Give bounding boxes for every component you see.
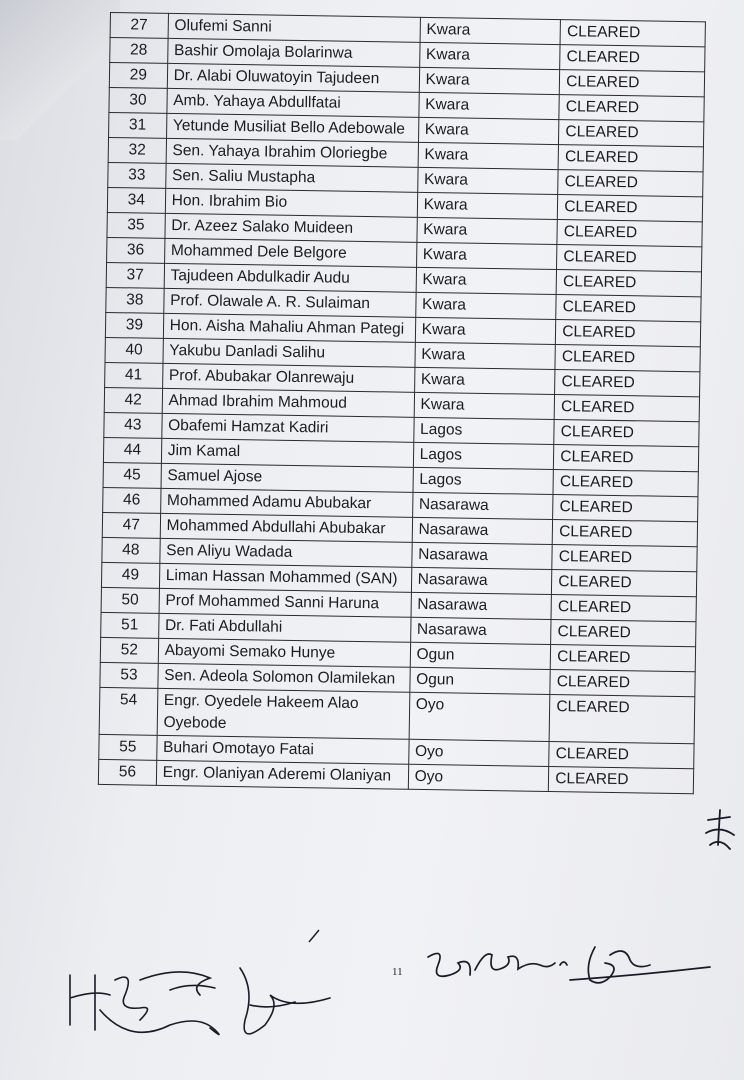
candidate-name: Sen Aliyu Wadada	[160, 538, 412, 567]
candidate-state: Nasarawa	[412, 517, 553, 544]
screening-status: CLEARED	[559, 120, 704, 147]
screening-status: CLEARED	[555, 345, 700, 372]
candidate-name: Dr. Azeez Salako Muideen	[165, 213, 417, 242]
candidate-name: Amb. Yahaya Abdullfatai	[167, 88, 419, 117]
screening-status: CLEARED	[556, 320, 701, 347]
row-number: 46	[103, 487, 161, 513]
candidate-name: Prof. Abubakar Olanrewaju	[162, 363, 414, 392]
candidate-state: Kwara	[418, 142, 559, 169]
candidate-state: Nasarawa	[412, 492, 553, 519]
candidate-state: Kwara	[414, 367, 555, 394]
pen-mark	[305, 926, 325, 946]
row-number: 47	[102, 512, 160, 538]
candidate-name: Bashir Omolaja Bolarinwa	[167, 38, 419, 67]
candidate-name: Yakubu Danladi Salihu	[163, 338, 415, 367]
candidate-state: Lagos	[413, 417, 554, 444]
candidate-state: Kwara	[418, 117, 559, 144]
candidates-table-body	[98, 13, 705, 794]
row-number: 48	[102, 537, 160, 563]
row-number: 30	[109, 87, 167, 113]
candidate-state: Oyo	[408, 764, 549, 791]
row-number: 53	[100, 662, 158, 688]
candidate-state: Nasarawa	[411, 542, 552, 569]
candidate-state: Nasarawa	[410, 617, 551, 644]
screening-status: CLEARED	[557, 245, 702, 272]
screening-status: CLEARED	[560, 45, 705, 72]
candidate-name: Yetunde Musiliat Bello Adebowale	[166, 113, 418, 142]
screening-status: CLEARED	[552, 520, 697, 547]
candidate-state: Kwara	[415, 342, 556, 369]
row-number: 56	[98, 759, 156, 785]
row-number: 43	[104, 412, 162, 438]
row-number: 54	[99, 687, 157, 735]
signature-left	[40, 950, 340, 1060]
candidate-state: Ogun	[409, 667, 550, 694]
row-number: 34	[107, 187, 165, 213]
candidate-state: Kwara	[417, 217, 558, 244]
candidate-state: Lagos	[413, 442, 554, 469]
candidate-state: Kwara	[417, 192, 558, 219]
screening-status: CLEARED	[560, 70, 705, 97]
row-number: 37	[106, 262, 164, 288]
candidate-state: Kwara	[417, 167, 558, 194]
candidate-state: Kwara	[419, 42, 560, 69]
candidate-name: Hon. Ibrahim Bio	[165, 188, 417, 217]
candidate-state: Kwara	[416, 267, 557, 294]
screening-status: CLEARED	[550, 645, 695, 672]
screening-status: CLEARED	[556, 270, 701, 297]
candidate-name: Dr. Alabi Oluwatoyin Tajudeen	[167, 63, 419, 92]
margin-initials	[700, 805, 740, 855]
screening-status: CLEARED	[558, 195, 703, 222]
candidate-state: Ogun	[410, 642, 551, 669]
candidate-name: Prof Mohammed Sanni Haruna	[159, 588, 411, 617]
candidate-state: Nasarawa	[411, 567, 552, 594]
row-number: 29	[109, 63, 167, 89]
screening-status: CLEARED	[551, 595, 696, 622]
candidate-state: Kwara	[415, 292, 556, 319]
candidate-name: Obafemi Hamzat Kadiri	[161, 413, 413, 442]
candidate-name: Jim Kamal	[161, 438, 413, 467]
screening-status: CLEARED	[549, 694, 694, 743]
screening-status: CLEARED	[554, 445, 699, 472]
row-number: 42	[104, 387, 162, 413]
row-number: 38	[106, 287, 164, 313]
row-number: 33	[108, 162, 166, 188]
candidate-name: Prof. Olawale A. R. Sulaiman	[163, 288, 415, 317]
screening-status: CLEARED	[558, 145, 703, 172]
candidate-name: Abayomi Semako Hunye	[158, 638, 410, 667]
row-number: 40	[105, 337, 163, 363]
row-number: 51	[101, 612, 159, 638]
candidate-name: Ahmad Ibrahim Mahmoud	[162, 388, 414, 417]
row-number: 28	[110, 38, 168, 64]
screening-status: CLEARED	[551, 620, 696, 647]
candidate-name: Sen. Yahaya Ibrahim Oloriegbe	[166, 138, 418, 167]
candidate-name: Engr. Olaniyan Aderemi Olaniyan	[156, 760, 408, 789]
row-number: 39	[105, 312, 163, 338]
page-curl-shadow	[0, 0, 120, 140]
row-number: 55	[99, 734, 157, 760]
row-number: 49	[101, 562, 159, 588]
row-number: 41	[105, 362, 163, 388]
candidate-state: Kwara	[414, 392, 555, 419]
screening-status: CLEARED	[555, 370, 700, 397]
candidate-name: Buhari Omotayo Fatai	[156, 735, 408, 764]
row-number: 27	[110, 13, 168, 39]
candidate-state: Oyo	[408, 739, 549, 766]
candidates-table	[98, 12, 706, 794]
candidate-state: Kwara	[419, 67, 560, 94]
screening-status: CLEARED	[559, 95, 704, 122]
candidate-name: Samuel Ajose	[161, 463, 413, 492]
row-number: 44	[103, 437, 161, 463]
candidate-state: Lagos	[413, 467, 554, 494]
screening-status: CLEARED	[549, 766, 694, 793]
candidate-state: Kwara	[416, 242, 557, 269]
screening-status: CLEARED	[553, 495, 698, 522]
candidate-name: Mohammed Abdullahi Abubakar	[160, 513, 412, 542]
candidate-state: Kwara	[419, 92, 560, 119]
screening-status: CLEARED	[553, 470, 698, 497]
candidate-state: Nasarawa	[411, 592, 552, 619]
screening-list	[98, 12, 710, 794]
screening-status: CLEARED	[558, 170, 703, 197]
row-number: 35	[107, 212, 165, 238]
candidate-state: Kwara	[420, 17, 561, 44]
candidate-name: Olufemi Sanni	[168, 13, 420, 42]
page-number: 11	[392, 966, 403, 978]
row-number: 36	[107, 237, 165, 263]
screening-status: CLEARED	[560, 20, 705, 47]
candidate-name: Mohammed Adamu Abubakar	[160, 488, 412, 517]
candidate-name: Tajudeen Abdulkadir Audu	[164, 263, 416, 292]
candidate-name: Hon. Aisha Mahaliu Ahman Pategi	[163, 313, 415, 342]
candidate-name: Dr. Fati Abdullahi	[158, 613, 410, 642]
screening-status: CLEARED	[552, 545, 697, 572]
row-number: 31	[109, 112, 167, 138]
screening-status: CLEARED	[549, 741, 694, 768]
screening-status: CLEARED	[550, 670, 695, 697]
candidate-name: Engr. Oyedele Hakeem Alao Oyebode	[157, 688, 410, 739]
candidate-name: Sen. Adeola Solomon Olamilekan	[158, 663, 410, 692]
candidate-name: Liman Hassan Mohammed (SAN)	[159, 563, 411, 592]
candidate-state: Oyo	[409, 692, 550, 741]
screening-status: CLEARED	[556, 295, 701, 322]
candidate-state: Kwara	[415, 317, 556, 344]
screening-status: CLEARED	[552, 570, 697, 597]
row-number: 45	[103, 462, 161, 488]
row-number: 50	[101, 587, 159, 613]
row-number: 32	[108, 137, 166, 163]
screening-status: CLEARED	[557, 220, 702, 247]
signature-right	[420, 935, 720, 995]
candidate-name: Sen. Saliu Mustapha	[165, 163, 417, 192]
row-number: 52	[100, 637, 158, 663]
screening-status: CLEARED	[554, 395, 699, 422]
candidate-name: Mohammed Dele Belgore	[164, 238, 416, 267]
screening-status: CLEARED	[554, 420, 699, 447]
